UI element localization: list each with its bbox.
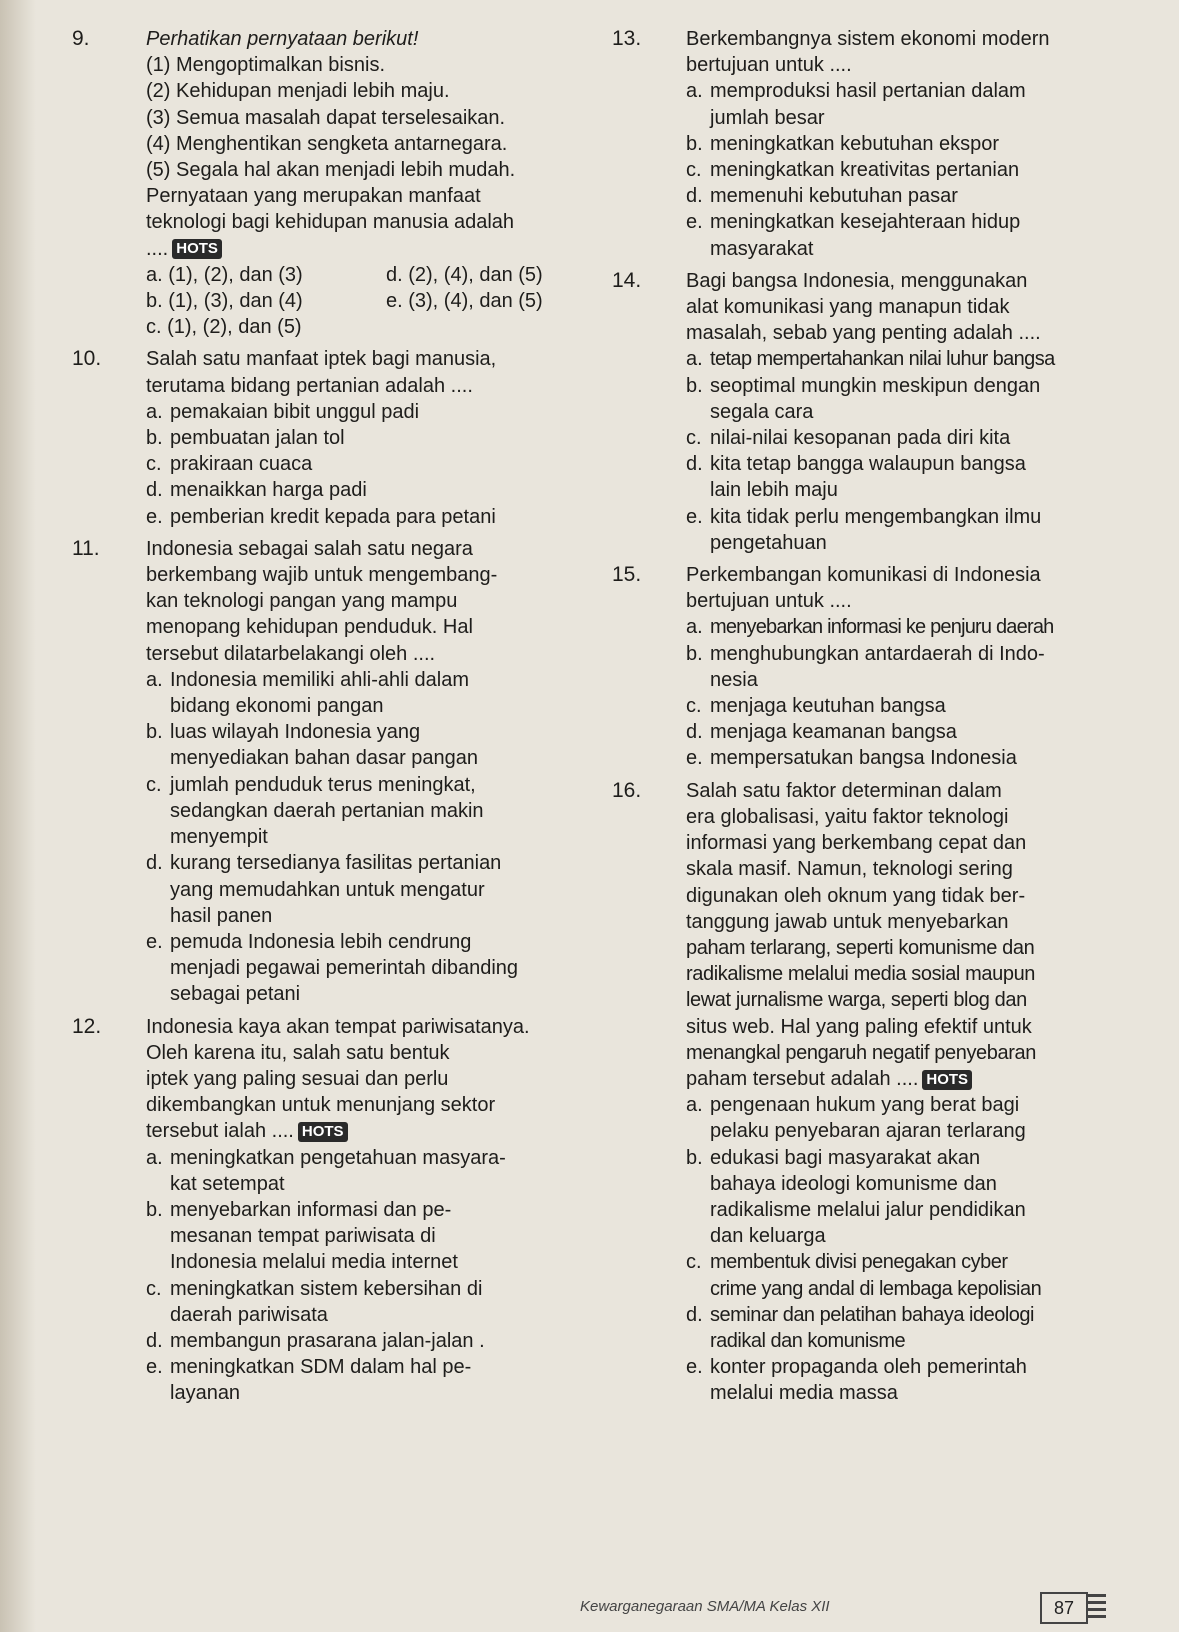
option-d: d. membangun prasarana jalan-jalan . bbox=[146, 1329, 485, 1352]
question-12 bbox=[72, 1014, 612, 1407]
option-d: d. seminar dan pelatihan bahaya ideologi radikal dan komunisme bbox=[686, 1303, 1034, 1352]
option-c: c. (1), (2), dan (5) bbox=[146, 316, 302, 339]
question-9 bbox=[72, 26, 612, 340]
question-stem: situs web. Hal yang paling efektif untuk bbox=[686, 1015, 1032, 1038]
option-c: c. prakiraan cuaca bbox=[146, 453, 313, 476]
option-d: d. menjaga keamanan bangsa bbox=[686, 721, 957, 744]
option-b: b. menghubungkan antardaerah di Indo- nesia bbox=[686, 642, 1045, 691]
question-number: 9. bbox=[72, 27, 90, 50]
question-number: 11. bbox=[72, 536, 100, 560]
page-number: 87 bbox=[1040, 1592, 1088, 1624]
question-stem: lewat jurnalisme warga, seperti blog dan bbox=[686, 989, 1027, 1012]
question-stem: radikalisme melalui media sosial maupun bbox=[686, 963, 1036, 986]
statement: (4) Menghentikan sengketa antarnegara. bbox=[146, 132, 508, 155]
question-stem: paham terlarang, seperti komunisme dan bbox=[686, 936, 1035, 959]
question-11 bbox=[72, 536, 612, 1008]
option-c: c. meningkatkan sistem kebersihan di daerah pariwisata bbox=[146, 1277, 483, 1326]
question-number: 10. bbox=[72, 347, 102, 371]
right-column bbox=[612, 26, 1162, 1413]
option-b: b. pembuatan jalan tol bbox=[146, 427, 345, 450]
hots-badge: HOTS bbox=[172, 239, 222, 259]
hots-badge: HOTS bbox=[298, 1122, 348, 1142]
option-d: d. kita tetap bangga walaupun bangsa lain lebih maju bbox=[686, 453, 1026, 502]
option-c: c. membentuk divisi penegakan cyber crime yang andal di lembaga kepolisian bbox=[686, 1251, 1042, 1300]
statement: (1) Mengoptimalkan bisnis. bbox=[146, 54, 385, 77]
page-number-stripe bbox=[1088, 1594, 1106, 1622]
option-a: a. pengenaan hukum yang berat bagi pelaku penyebaran ajaran terlarang bbox=[686, 1094, 1026, 1143]
question-stem: bertujuan untuk .... bbox=[686, 54, 852, 77]
option-e: e. (3), (4), dan (5) bbox=[386, 290, 543, 313]
question-stem: Indonesia sebagai salah satu negara bbox=[146, 537, 473, 560]
question-stem: tersebut dilatarbelakangi oleh .... bbox=[146, 642, 436, 665]
option-e: e. konter propaganda oleh pemerintah melalui media massa bbox=[686, 1356, 1027, 1405]
question-stem: berkembang wajib untuk mengembang- bbox=[146, 564, 498, 587]
option-d: d. memenuhi kebutuhan pasar bbox=[686, 185, 958, 208]
question-number: 14. bbox=[612, 268, 642, 292]
question-stem: bertujuan untuk .... bbox=[686, 590, 852, 613]
option-c: c. nilai-nilai kesopanan pada diri kita bbox=[686, 427, 1011, 450]
question-stem: paham tersebut adalah .... bbox=[686, 1067, 919, 1090]
option-a: a. menyebarkan informasi ke penjuru daerah bbox=[686, 616, 1054, 639]
option-a: a. pemakaian bibit unggul padi bbox=[146, 400, 420, 423]
option-a: a. meningkatkan pengetahuan masyara- kat setempat bbox=[146, 1146, 506, 1195]
question-stem: era globalisasi, yaitu faktor teknologi bbox=[686, 805, 1009, 828]
option-b: b. menyebarkan informasi dan pe- mesanan tempat pariwisata di Indonesia melalui media internet bbox=[146, 1198, 458, 1274]
option-e: e. meningkatkan SDM dalam hal pe- layanan bbox=[146, 1356, 472, 1405]
question-stem: Berkembangnya sistem ekonomi modern bbox=[686, 28, 1050, 50]
question-stem: Perhatikan pernyataan berikut! bbox=[146, 28, 419, 50]
ellipsis: .... bbox=[146, 237, 169, 260]
question-number: 15. bbox=[612, 563, 642, 587]
question-stem: Bagi bangsa Indonesia, menggunakan bbox=[686, 269, 1028, 292]
question-stem: alat komunikasi yang manapun tidak bbox=[686, 296, 1010, 319]
question-stem: tanggung jawab untuk menyebarkan bbox=[686, 910, 1009, 933]
book-title-footer: Kewarganegaraan SMA/MA Kelas XII bbox=[580, 1598, 830, 1615]
question-stem: iptek yang paling sesuai dan perlu bbox=[146, 1067, 449, 1090]
option-d: d. menaikkan harga padi bbox=[146, 479, 367, 502]
question-stem: Perkembangan komunikasi di Indonesia bbox=[686, 564, 1041, 587]
question-stem: digunakan oleh oknum yang tidak ber- bbox=[686, 884, 1026, 907]
question-13 bbox=[612, 26, 1162, 262]
question-stem: Salah satu faktor determinan dalam bbox=[686, 779, 1002, 802]
question-number: 13. bbox=[612, 27, 642, 50]
option-b: b. meningkatkan kebutuhan ekspor bbox=[686, 132, 1000, 155]
question-stem: Indonesia kaya akan tempat pariwisatanya. bbox=[146, 1015, 530, 1038]
question-stem: menopang kehidupan penduduk. Hal bbox=[146, 616, 473, 639]
question-15 bbox=[612, 562, 1162, 772]
option-b: b. (1), (3), dan (4) bbox=[146, 290, 303, 313]
option-b: b. edukasi bagi masyarakat akan bahaya ideologi komunisme dan radikalisme melalui jalur pendidikan dan keluarga bbox=[686, 1146, 1026, 1248]
option-e: e. mempersatukan bangsa Indonesia bbox=[686, 747, 1017, 770]
hots-badge: HOTS bbox=[922, 1070, 972, 1090]
statement: (2) Kehidupan menjadi lebih maju. bbox=[146, 80, 450, 103]
option-a: a. (1), (2), dan (3) bbox=[146, 263, 303, 286]
statement: (3) Semua masalah dapat terselesaikan. bbox=[146, 106, 506, 129]
question-14 bbox=[612, 268, 1162, 556]
option-c: c. jumlah penduduk terus meningkat, sedangkan daerah pertanian makin menyempit bbox=[146, 773, 484, 849]
question-stem: tersebut ialah .... bbox=[146, 1120, 294, 1143]
question-10 bbox=[72, 346, 612, 529]
option-b: b. luas wilayah Indonesia yang menyediakan bahan dasar pangan bbox=[146, 721, 479, 770]
statement: (5) Segala hal akan menjadi lebih mudah. bbox=[146, 159, 516, 182]
question-text: Pernyataan yang merupakan manfaat bbox=[146, 185, 481, 208]
question-stem: Oleh karena itu, salah satu bentuk bbox=[146, 1041, 450, 1064]
page-gutter-shadow bbox=[0, 0, 36, 1632]
question-stem: Salah satu manfaat iptek bagi manusia, bbox=[146, 348, 497, 371]
question-stem: informasi yang berkembang cepat dan bbox=[686, 832, 1027, 855]
option-c: c. menjaga keutuhan bangsa bbox=[686, 695, 946, 718]
question-16 bbox=[612, 778, 1162, 1407]
question-stem: skala masif. Namun, teknologi sering bbox=[686, 858, 1013, 881]
option-e: e. meningkatkan kesejahteraan hidup masyarakat bbox=[686, 211, 1021, 260]
question-stem: kan teknologi pangan yang mampu bbox=[146, 590, 458, 613]
option-a: a. memproduksi hasil pertanian dalam jumlah besar bbox=[686, 80, 1026, 129]
question-text: teknologi bagi kehidupan manusia adalah bbox=[146, 211, 515, 234]
option-b: b. seoptimal mungkin meskipun dengan segala cara bbox=[686, 374, 1041, 423]
option-d: d. kurang tersedianya fasilitas pertanian yang memudahkan untuk mengatur hasil panen bbox=[146, 852, 502, 927]
option-e: e. pemuda Indonesia lebih cendrung menjadi pegawai pemerintah dibanding sebagai petani bbox=[146, 930, 519, 1006]
question-stem: menangkal pengaruh negatif penyebaran bbox=[686, 1041, 1036, 1064]
question-number: 16. bbox=[612, 778, 642, 802]
option-a: a. Indonesia memiliki ahli-ahli dalam bidang ekonomi pangan bbox=[146, 668, 470, 718]
option-e: e. pemberian kredit kepada para petani bbox=[146, 505, 496, 528]
option-c: c. meningkatkan kreativitas pertanian bbox=[686, 159, 1020, 182]
option-a: a. tetap mempertahankan nilai luhur bangsa bbox=[686, 348, 1055, 371]
question-number: 12. bbox=[72, 1014, 102, 1038]
question-stem: dikembangkan untuk menunjang sektor bbox=[146, 1094, 496, 1117]
question-stem: terutama bidang pertanian adalah .... bbox=[146, 374, 473, 397]
option-d: d. (2), (4), dan (5) bbox=[386, 263, 543, 286]
left-column bbox=[72, 26, 612, 1413]
option-e: e. kita tidak perlu mengembangkan ilmu pengetahuan bbox=[686, 505, 1042, 554]
question-stem: masalah, sebab yang penting adalah .... bbox=[686, 322, 1041, 345]
